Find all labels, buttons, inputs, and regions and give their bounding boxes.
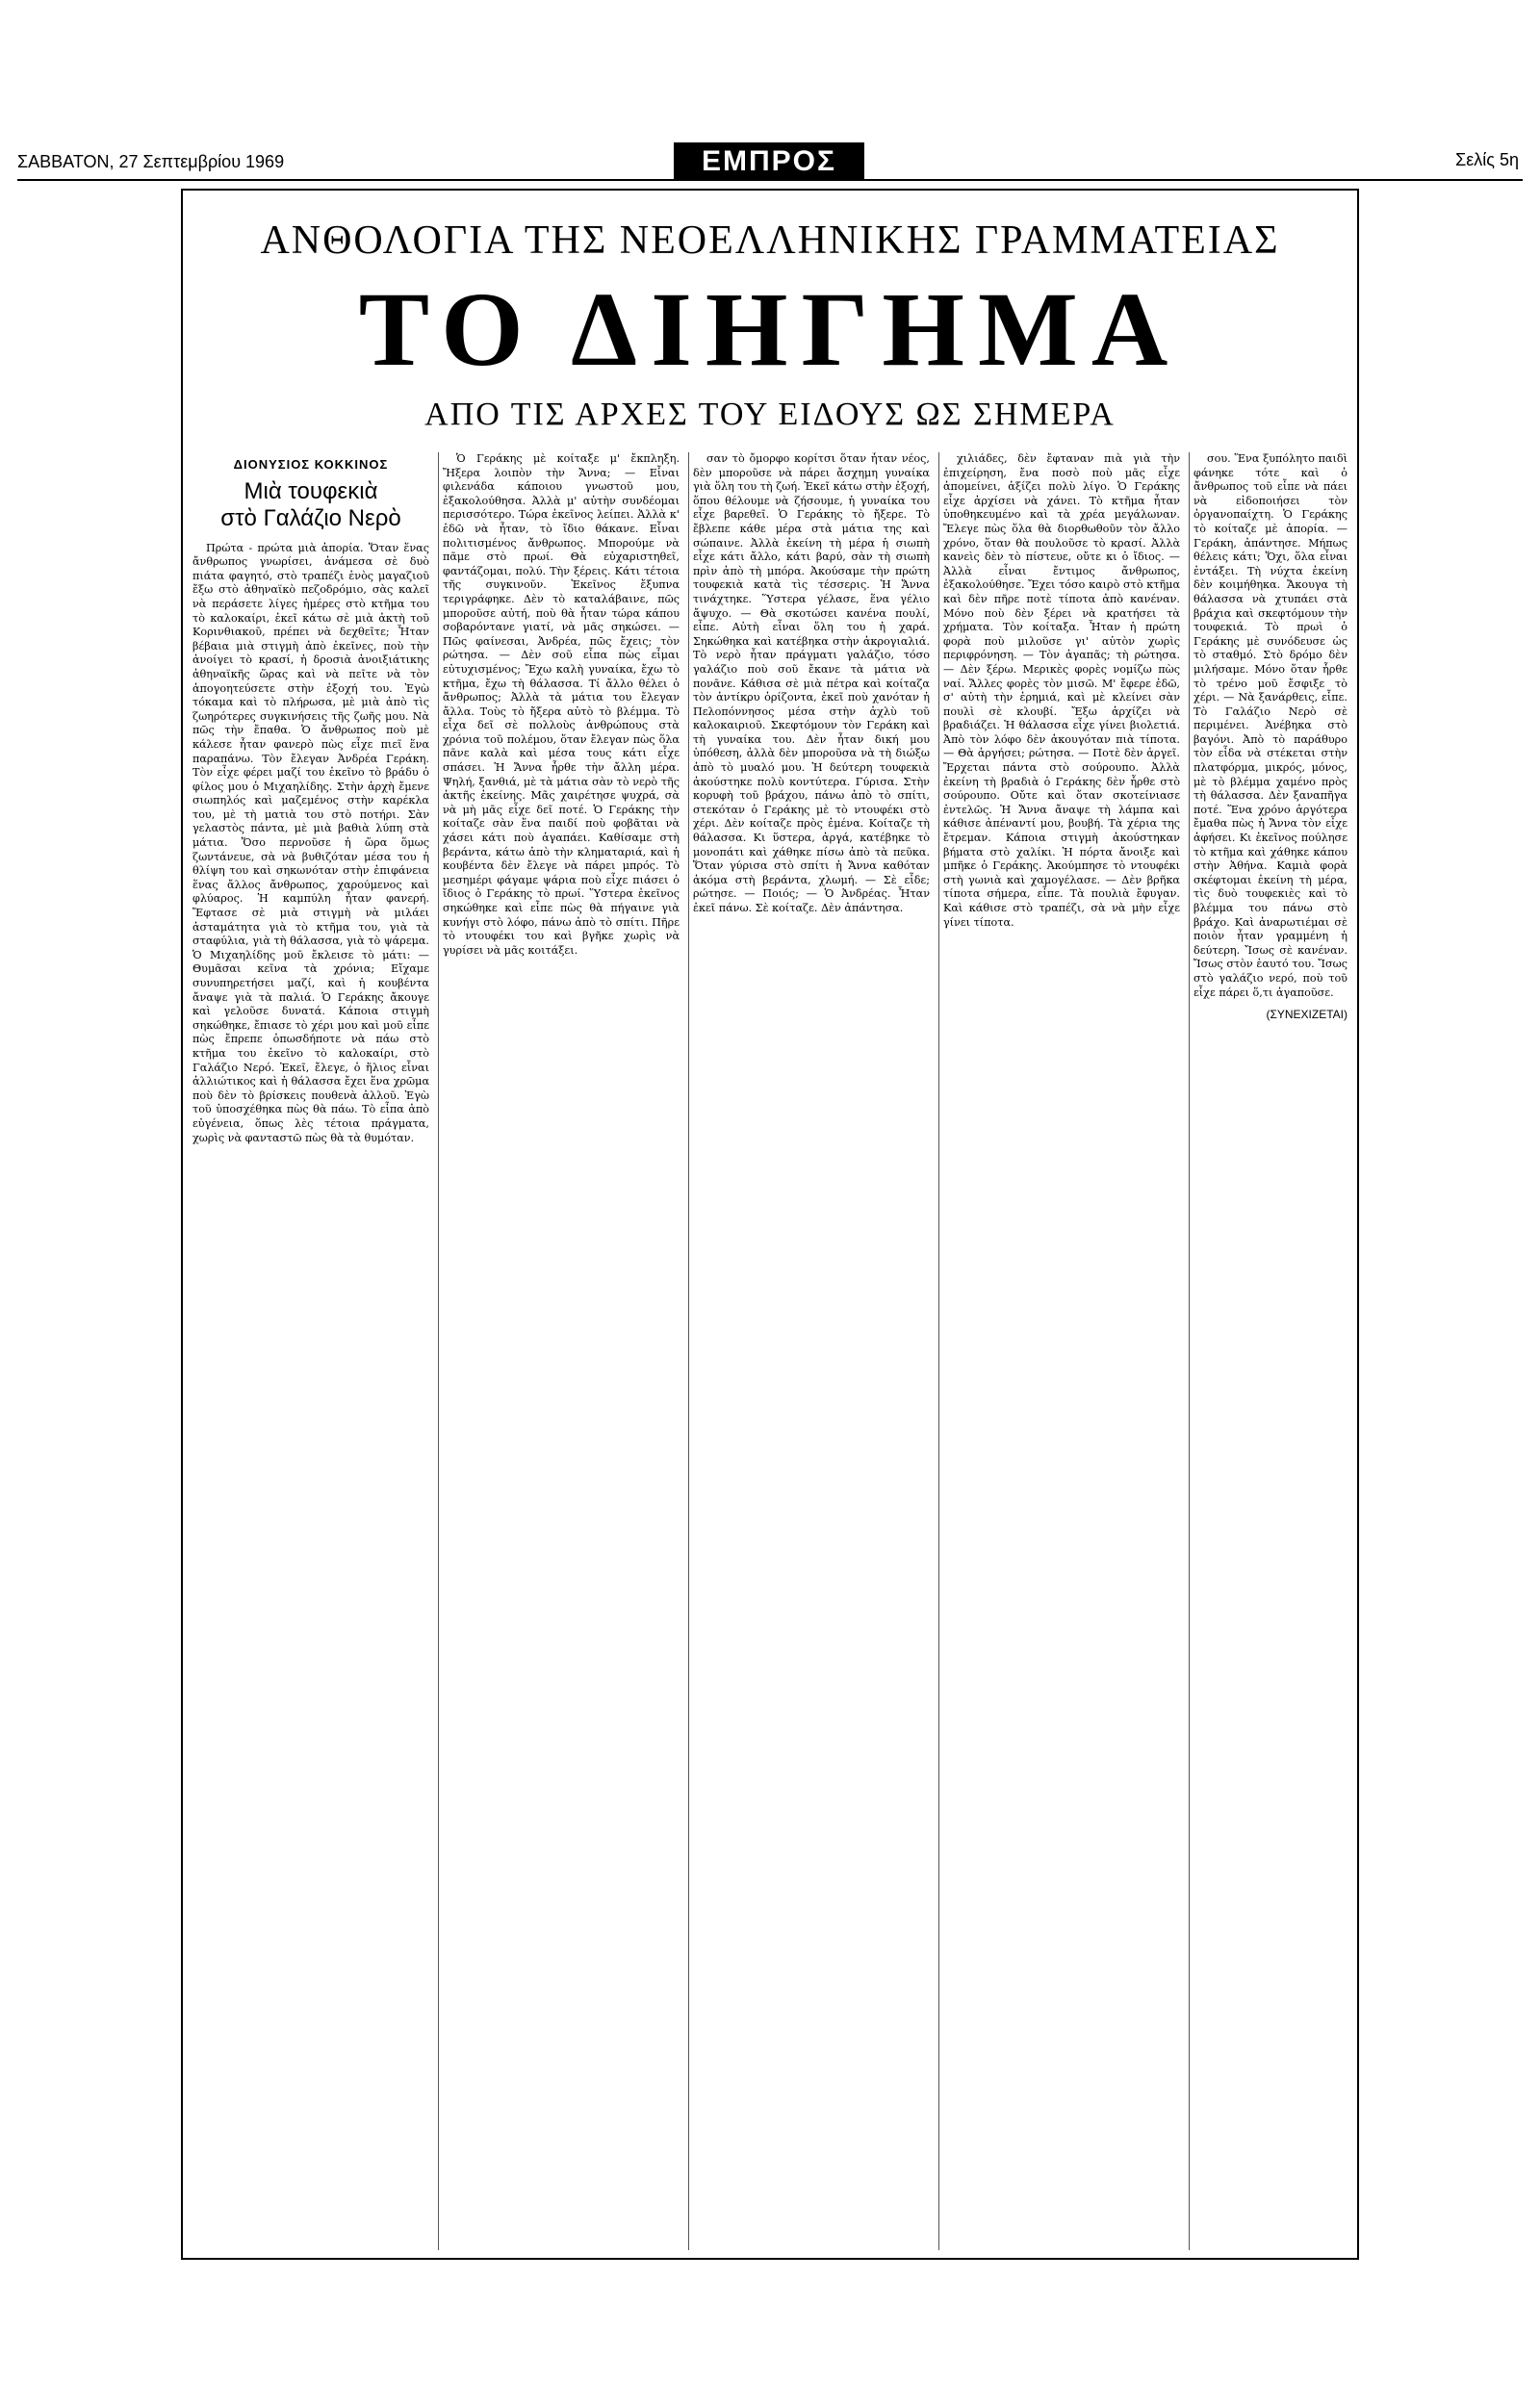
story-column-5 [1194, 452, 1348, 2250]
newspaper-masthead: ΕΜΠΡΟΣ [674, 142, 864, 181]
story-column-2 [443, 452, 680, 2250]
continued-note: (ΣΥΝΕΧΙΖΕΤΑΙ) [1266, 1008, 1348, 1022]
story-text: Ὁ Γεράκης μὲ κοίταξε μ' ἔκπληξη. Ἤξερα λοιπὸν τὴν Ἄννα; — Εἶναι φιλενάδα κάποιου γνωστοῦ μου, ἐξακολούθησα. Ἀλλὰ μ' αὐτὴν συνδέομαι περισσότερο. Τώρα ἐκεῖνος λείπει. Ἀλλὰ κ' ἐδῶ νὰ ἦταν, τὸ ἴδιο θάκανε. Εἶναι πολιτισμένος ἄνθρωπος. Μπορούμε νὰ πᾶμε στὸ πρωί. Θὰ εὐχαριστηθεῖ, φαντάζομαι, πολύ. Τὴν ξέρεις. Κάτι τέτοια τῆς συγκινοῦν. Ἐκεῖνος ἔξυπνα τεριγράφηκε. Δὲν τὸ καταλάβαινε, πῶς μποροῦσε αὐτή, ποὺ θὰ ἦταν τώρα κάπου σοβαρόντανε γιατί, νὰ μᾶς σηκώσει. — Πῶς φαίνεσαι, Ἀνδρέα, πῶς ἔχεις; τὸν ρώτησα. — Δὲν σοῦ εἶπα πὼς εἶμαι εὐτυχισμένος; Ἔχω καλὴ γυναίκα, ἔχω τὸ κτῆμα, ἔχω τὴ θάλασσα. Τί ἄλλο θέλει ὁ ἄνθρωπος; Ἀλλὰ τὰ μάτια του ἔλεγαν ἄλλα. Τοὺς τὸ ἤξερα αὐτὸ τὸ βλέμμα. Τὸ εἶχα δεῖ σὲ πολλοὺς ἀνθρώπους στὰ χρόνια τοῦ πολέμου, ὅταν ἔλεγαν πὼς ὅλα πᾶνε καλὰ καὶ μέσα τους κάτι εἶχε σπάσει. Ἡ Ἄννα ἦρθε τὴν ἄλλη μέρα. Ψηλή, ξανθιά, μὲ τὰ μάτια σὰν τὸ νερὸ τῆς ἀκτῆς ἐκείνης. Μᾶς χαιρέτησε ψυχρά, σὰ νὰ μὴ μᾶς εἶχε δεῖ ποτέ. Ὁ Γεράκης τὴν κοίταζε σὰν ἕνα παιδί ποὺ φοβᾶται νὰ χάσει κάτι ποὺ ἀγαπάει. Καθίσαμε στὴ βεράντα, κάτω ἀπὸ τὴν κληματαριά, καὶ ἡ κουβέντα δὲν ἔλεγε νὰ πάρει μπρός. Τὸ μεσημέρι φάγαμε ψάρια ποὺ εἶχε πιάσει ὁ ἴδιος ὁ Γεράκης τὸ πρωί. Ὕστερα ἐκεῖνος σηκώθηκε καὶ εἶπε πὼς θὰ πήγαινε γιὰ κυνήγι στὸ λόφο, πάνω ἀπὸ τὸ σπίτι. Πῆρε τὸ ντουφέκι του καὶ βγῆκε χωρὶς νὰ γυρίσει νὰ μᾶς κοιτάξει. [443, 452, 680, 957]
story-text: Πρώτα - πρώτα μιὰ ἀπορία. Ὅταν ἕνας ἄνθρωπος γνωρίσει, ἀνάμεσα σὲ δυὸ πιάτα φαγητό, στὸ τραπέζι ἑνὸς μαγαζιοῦ ἔξω στὸ ἀθηναϊκὸ πεζοδρόμιο, σὰς καλεῖ νὰ περάσετε λίγες ἡμέρες στὸ κτῆμα του τὸ καλοκαίρι, ἐκεῖ κάτω σὲ μιὰ ἀκτὴ τοῦ Κορινθιακοῦ, πρέπει νὰ δεχθεῖτε; Ἦταν βέβαια μιὰ στιγμὴ ἀπὸ ἐκεῖνες, ποὺ τὴν ἀνοίγει τὸ κρασί, ἡ δροσιὰ ἀνοιξιάτικης ἀθηναϊκῆς ὥρας καὶ νὰ πεῖτε νὰ τὸν ἀπογοητεύσετε στὴν ἐξοχή του. Ἐγὼ τόκαμα καὶ τὸ πλήρωσα, μὲ μιὰ ἀπὸ τὶς ζωηρότερες συγκινήσεις τῆς ζωῆς μου. Νὰ πῶς τὴν ἔπαθα. Ὁ ἄνθρωπος ποὺ μὲ κάλεσε ἦταν φανερὸ πὼς εἶχε πιεῖ ἕνα παραπάνω. Τὸν ἔλεγαν Ἀνδρέα Γεράκη. Τὸν εἶχε φέρει μαζί του ἐκεῖνο τὸ βράδυ ὁ φίλος μου ὁ Μιχαηλίδης. Στὴν ἀρχὴ ἔμενε σιωπηλός καὶ μαζεμένος στὴν καρέκλα του, μὲ τὴ ματιὰ του στὸ ποτήρι. Σὰν γελαστὸς πάντα, μὲ μιὰ βαθιὰ λύπη στὰ μάτια. Ὅσο περνοῦσε ἡ ὥρα ὅμως ζωντάνευε, σὰ νὰ βυθιζόταν μέσα του ἡ θλίψη του καὶ σηκωνόταν στὴν ἐπιφάνεια ἕνας ἄλλος ἄνθρωπος, χαρούμενος καὶ φλύαρος. Ἡ καμπύλη ἦταν φανερή. Ἔφτασε σὲ μιὰ στιγμὴ νὰ μιλάει ἀσταμάτητα γιὰ τὸ κτῆμα του, γιὰ τὰ σταφύλια, γιὰ τὴ θάλασσα, γιὰ τὸ ψάρεμα. Ὁ Μιχαηλίδης μοῦ ἔκλεισε τὸ μάτι: — Θυμᾶσαι κεῖνα τὰ χρόνια; Εἴχαμε συνυπηρετήσει μαζί, καὶ ἡ κουβέντα ἄναψε γιὰ τὰ παλιά. Ὁ Γεράκης ἄκουγε καὶ γελοῦσε δυνατά. Κάποια στιγμὴ σηκώθηκε, ἔπιασε τὸ χέρι μου καὶ μοῦ εἶπε πὼς ἔπρεπε ὁπωσδήποτε νὰ πάω στὸ κτῆμα του ἐκεῖνο τὸ καλοκαίρι, στὸ Γαλάζιο Νερό. Ἐκεῖ, ἔλεγε, ὁ ἥλιος εἶναι ἀλλιώτικος καὶ ἡ θάλασσα ἔχει ἕνα χρῶμα ποὺ δὲν τὸ βρίσκεις πουθενὰ ἀλλοῦ. Ἐγὼ τοῦ ὑποσχέθηκα πὼς θὰ πάω. Τὸ εἶπα ἀπὸ εὐγένεια, ὅπως λὲς τέτοια πράγματα, χωρὶς νὰ φανταστῶ πὼς θὰ τὰ θυμόταν. [192, 541, 429, 1144]
story-column-4 [943, 452, 1180, 2250]
page-number: Σελίς 5η [1455, 150, 1519, 169]
feature-subtitle: ΑΠΟ ΤΙΣ ΑΡΧΕΣ ΤΟΥ ΕΙΔΟΥΣ ΩΣ ΣΗΜΕΡΑ [424, 397, 1116, 432]
story-title-line-2: στὸ Γαλάζιο Νερὸ [220, 504, 401, 531]
feature-supertitle: ΑΝΘΟΛΟΓΙΑ ΤΗΣ ΝΕΟΕΛΛΗΝΙΚΗΣ ΓΡΑΜΜΑΤΕΙΑΣ [260, 218, 1280, 263]
story-title-line-1: Μιὰ τουφεκιὰ [244, 477, 378, 504]
story-author: ΔΙΟΝΥΣΙΟΣ ΚΟΚΚΙΝΟΣ [233, 457, 389, 472]
story-title [192, 478, 429, 532]
story-text: σαν τὸ ὄμορφο κορίτσι ὅταν ἦταν νέος, δὲν μποροῦσε νὰ πάρει ἄσχημη γυναίκα γιὰ ὅλη του τὴ ζωή. Ἐκεῖ κάτω στὴν ἐξοχή, ὅπου θέλουμε νὰ ζήσουμε, ἡ γυναίκα του εἶχε βαρεθεῖ. Ὁ Γεράκης τὸ ἤξερε. Τὸ ἔβλεπε κάθε μέρα στὰ μάτια της καὶ σώπαινε. Ἀλλὰ ἐκείνη τὴ μέρα ἡ σιωπὴ εἶχε κάτι ἄλλο, κάτι βαρύ, σὰν τὴ σιωπὴ πρὶν ἀπὸ τὴ μπόρα. Ἀκούσαμε τὴν πρώτη τουφεκιὰ κατὰ τὶς τέσσερις. Ἡ Ἄννα τινάχτηκε. Ὕστερα γέλασε, ἕνα γέλιο ἄψυχο. — Θὰ σκοτώσει κανένα πουλί, εἶπε. Αὐτὴ εἶναι ὅλη του ἡ χαρά. Σηκώθηκα καὶ κατέβηκα στὴν ἀκρογιαλιά. Τὸ νερὸ ἦταν πράγματι γαλάζιο, τόσο γαλάζιο ποὺ σοῦ ἔκανε τὰ μάτια νὰ πονᾶνε. Κάθισα σὲ μιὰ πέτρα καὶ κοίταζα τὸν ἀντίκρυ ὁρίζοντα, ἐκεῖ ποὺ χανόταν ἡ Πελοπόννησος μέσα στὴν ἀχλὺ τοῦ καλοκαιριοῦ. Σκεφτόμουν τὸν Γεράκη καὶ τὴ γυναίκα του. Δὲν ἦταν δική μου ὑπόθεση, ἀλλὰ δὲν μποροῦσα νὰ τὴ διώξω ἀπὸ τὸ μυαλό μου. Ἡ δεύτερη τουφεκιὰ ἀκούστηκε πολὺ κοντύτερα. Γύρισα. Στὴν κορυφὴ τοῦ βράχου, πάνω ἀπὸ τὸ σπίτι, στεκόταν ὁ Γεράκης μὲ τὸ ντουφέκι στὸ χέρι. Δὲν κοίταζε πρὸς ἐμένα. Κοίταζε τὴ θάλασσα. Κι ὕστερα, ἀργά, κατέβηκε τὸ μονοπάτι καὶ χάθηκε πίσω ἀπὸ τὰ πεῦκα. Ὅταν γύρισα στὸ σπίτι ἡ Ἄννα καθόταν ἀκόμα στὴ βεράντα, χλωμή. — Σὲ εἶδε; ρώτησε. — Ποιός; — Ὁ Ἀνδρέας. Ἦταν ἐκεῖ πάνω. Σὲ κοίταζε. Δὲν ἀπάντησα. [693, 452, 930, 914]
issue-date: ΣΑΒΒΑΤΟΝ, 27 Σεπτεμβρίου 1969 [17, 152, 285, 171]
column-divider [688, 452, 689, 2250]
page-header [0, 0, 1540, 177]
column-divider [1189, 452, 1190, 2250]
header-rule [17, 179, 1523, 181]
column-divider [438, 452, 439, 2250]
story-column-3 [693, 452, 930, 2250]
column-divider [938, 452, 939, 2250]
story-column-1 [192, 452, 429, 2250]
story-text: σου. Ἕνα ξυπόλητο παιδὶ φάνηκε τότε καὶ ὁ ἄνθρωπος τοῦ εἶπε νὰ πάει νὰ εἰδοποιήσει τὸν ὀργανοπαίχτη. Ὁ Γεράκης τὸ κοίταζε μὲ ἀπορία. — Γεράκη, ἀπάντησε. Μήπως θέλεις κάτι; Ὅχι, ὅλα εἶναι ἐντάξει. Τὴ νύχτα ἐκείνη δὲν κοιμήθηκα. Ἄκουγα τὴ θάλασσα νὰ χτυπάει στὰ βράχια καὶ σκεφτόμουν τὴν τουφεκιά. Τὸ πρωὶ ὁ Γεράκης μὲ συνόδευσε ὡς τὸ σταθμό. Στὸ δρόμο δὲν μιλήσαμε. Μόνο ὅταν ἦρθε τὸ τρένο μοῦ ἔσφιξε τὸ χέρι. — Νὰ ξανάρθεις, εἶπε. Τὸ Γαλάζιο Νερὸ σὲ περιμένει. Ἀνέβηκα στὸ βαγόνι. Ἀπὸ τὸ παράθυρο τὸν εἶδα νὰ στέκεται στὴν πλατφόρμα, μικρός, μόνος, μὲ τὸ βλέμμα χαμένο πρὸς τὴ θάλασσα. Δὲν ξαναπῆγα ποτέ. Ἕνα χρόνο ἀργότερα ἔμαθα πὼς ἡ Ἄννα τὸν εἶχε ἀφήσει. Κι ἐκεῖνος πούλησε τὸ κτῆμα καὶ χάθηκε κάπου στὴν Ἀθήνα. Καμιὰ φορὰ σκέφτομαι ἐκείνη τὴ μέρα, τὶς δυὸ τουφεκιὲς καὶ τὸ βλέμμα του πάνω στὸ βράχο. Καὶ ἀναρωτιέμαι σὲ ποιὸν ἦταν γραμμένη ἡ δεύτερη. Ἴσως σὲ κανέναν. Ἴσως στὸν ἑαυτό του. Ἴσως στὸ γαλάζιο νερό, ποὺ τοῦ εἶχε πάρει ὅ,τι ἀγαποῦσε. [1194, 452, 1348, 999]
feature-title: ΤΟ ΔΙΗΓΗΜΑ [358, 270, 1182, 388]
story-text: χιλιάδες, δὲν ἔφταναν πιὰ γιὰ τὴν ἐπιχείρηση, ἔνα ποσὸ ποὺ μᾶς εἶχε ἀπομείνει, ἀξίζει πολὺ λίγο. Ὁ Γεράκης εἶχε ἀρχίσει νὰ χάνει. Τὸ κτῆμα ἦταν ὑποθηκευμένο καὶ τὰ χρέα μεγάλωναν. Ἔλεγε πὼς ὅλα θὰ διορθωθοῦν τὸν ἄλλο χρόνο, ὅταν θὰ πουλοῦσε τὸ κρασί. Ἀλλὰ κανεὶς δὲν τὸ πίστευε, οὔτε κι ὁ ἴδιος. — Ἀλλὰ εἶναι ἔντιμος ἄνθρωπος, ἐξακολούθησε. Ἔχει τόσο καιρὸ στὸ κτῆμα καὶ δὲν πῆρε ποτὲ τίποτα ἀπὸ κανέναν. Μόνο ποὺ δὲν ξέρει νὰ κρατήσει τὰ χρήματα. Τὸν κοίταξα. Ἦταν ἡ πρώτη φορὰ ποὺ μιλοῦσε γι' αὐτὸν χωρὶς περιφρόνηση. — Τὸν ἀγαπᾶς; τὴ ρώτησα. — Δὲν ξέρω. Μερικὲς φορὲς νομίζω πὼς ναί. Ἄλλες φορὲς τὸν μισῶ. Μ' ἔφερε ἐδῶ, σ' αὐτὴ τὴν ἐρημιά, καὶ μὲ κλείνει σὰν πουλὶ σὲ κλουβί. Ἔξω ἀρχίζει νὰ βραδιάζει. Ἡ θάλασσα εἶχε γίνει βιολετιά. Ἀπὸ τὸν λόφο δὲν ἀκουγόταν πιὰ τίποτα. — Θὰ ἀργήσει; ρώτησα. — Ποτὲ δὲν ἀργεῖ. Ἔρχεται πάντα στὸ σούρουπο. Ἀλλὰ ἐκείνη τὴ βραδιὰ ὁ Γεράκης δὲν ἦρθε στὸ σούρουπο. Οὔτε καὶ ὅταν σκοτείνιασε ἐντελῶς. Ἡ Ἄννα ἄναψε τὴ λάμπα καὶ κάθισε ἀπέναντί μου, βουβή. Τὰ χέρια της ἔτρεμαν. Κάποια στιγμὴ ἀκούστηκαν βήματα στὸ χαλίκι. Ἡ πόρτα ἄνοιξε καὶ μπῆκε ὁ Γεράκης. Ἀκούμπησε τὸ ντουφέκι στὴ γωνιὰ καὶ χαμογέλασε. — Δὲν βρῆκα τίποτα σήμερα, εἶπε. Τὰ πουλιὰ ἔφυγαν. Καὶ κάθισε στὸ τραπέζι, σὰ νὰ μὴν εἶχε γίνει τίποτα. [943, 452, 1180, 929]
